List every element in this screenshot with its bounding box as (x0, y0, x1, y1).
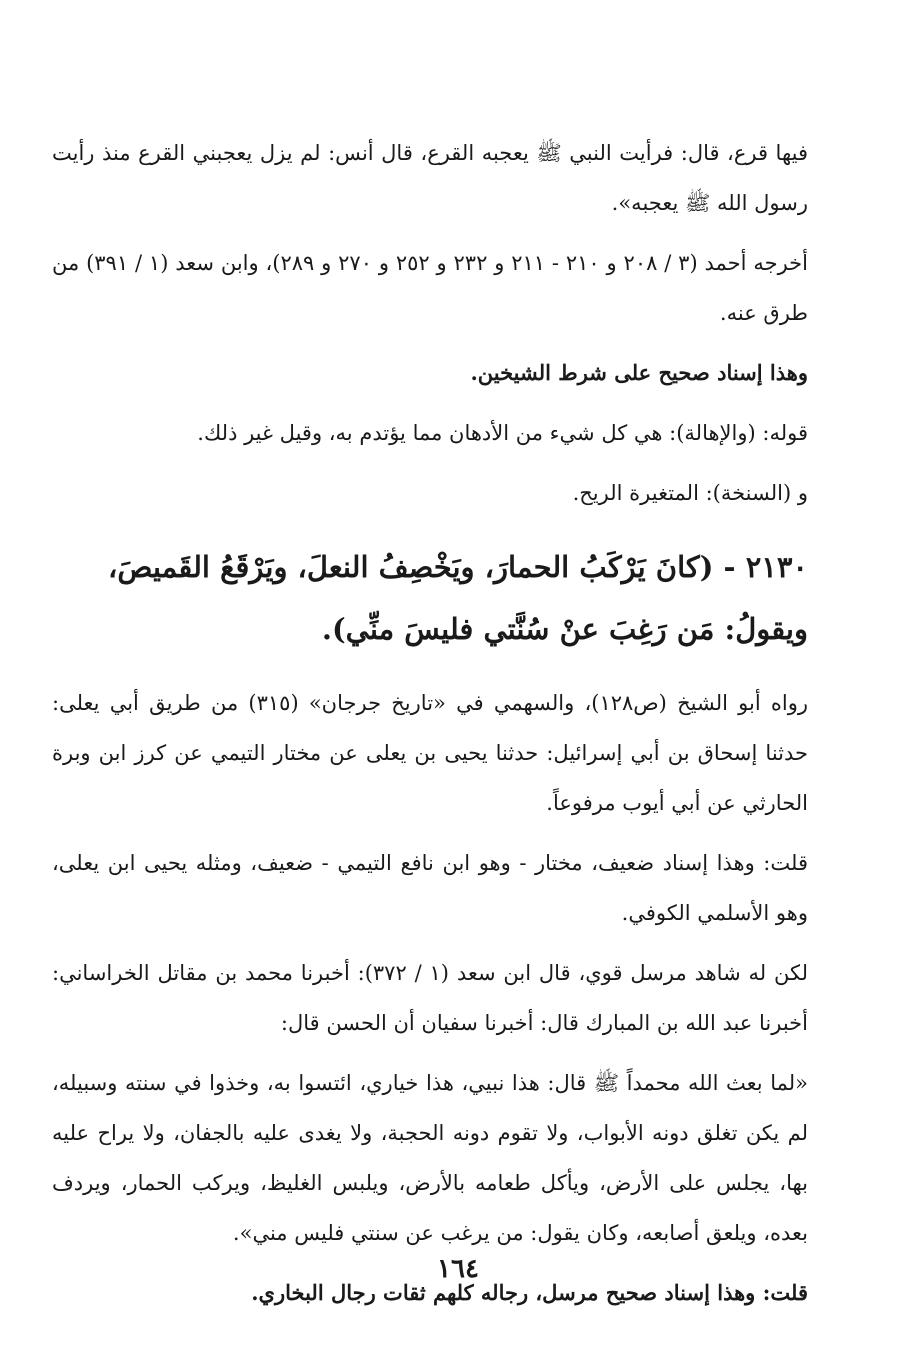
paragraph-quote-end: فيها قرع، قال: فرأيت النبي ﷺ يعجبه القرع، قال أنس: لم يزل يعجبني القرع منذ رأيت رسول الله ﷺ يعجبه». (52, 141, 808, 215)
paragraph-definition-sanikha: و (السنخة): المتغيرة الريح. (572, 481, 808, 505)
paragraph-conclusion: قلت: وهذا إسناد صحيح مرسل، رجاله كلهم ثقات رجال البخاري. (251, 1280, 808, 1305)
paragraph-witness: لكن له شاهد مرسل قوي، قال ابن سعد (١ / ٣٧٢): أخبرنا محمد بن مقاتل الخراساني: أخبرنا عبد الله بن المبارك قال: أخبرنا سفيان أن الحسن قال: (52, 961, 808, 1035)
paragraph-mursal-text: «لما بعث الله محمداً ﷺ قال: هذا نبيي، هذا خياري، ائتسوا به، وخذوا في سنته وسبيله، لم يكن تغلق دونه الأبواب، ولا تقوم دونه الحجبة، ولا يغدى عليه بالجفان، ولا يراح عليه بها، يجلس على الأرض، ويأكل طعامه بالأرض، ويلبس الغليظ، ويركب الحمار، ويردف بعده، ويلعق أصابعه، وكان يقول: من يرغب عن سنتي فليس مني». (52, 1071, 808, 1245)
paragraph-narration: رواه أبو الشيخ (ص١٢٨)، والسهمي في «تاريخ جرجان» (٣١٥) من طريق أبي يعلى: حدثنا إسحاق بن أبي إسرائيل: حدثنا يحيى بن يعلى عن مختار التيمي عن كرز ابن وبرة الحارثي عن أبي أيوب مرفوعاً. (52, 691, 808, 815)
paragraph-takhrij: أخرجه أحمد (٣ / ٢٠٨ و ٢١٠ - ٢١١ و ٢٣٢ و ٢٥٢ و ٢٧٠ و ٢٨٩)، وابن سعد (١ / ٣٩١) من طرق عنه. (52, 251, 808, 325)
page-number: ١٦٤ (437, 1254, 479, 1284)
paragraph-grading: وهذا إسناد صحيح على شرط الشيخين. (470, 360, 808, 385)
paragraph-weakness: قلت: وهذا إسناد ضعيف، مختار - وهو ابن نافع التيمي - ضعيف، ومثله يحيى ابن يعلى، وهو الأسلمي الكوفي. (52, 851, 808, 925)
hadith-heading: ٢١٣٠ - (كانَ يَرْكَبُ الحمارَ، ويَخْصِفُ النعلَ، ويَرْقَعُ القَميصَ، ويقولُ: مَن رَغِبَ عنْ سُنَّتي فليسَ منِّي). (108, 550, 808, 646)
paragraph-definition-ihala: قوله: (والإهالة): هي كل شيء من الأدهان مما يؤتدم به، وقيل غير ذلك. (197, 421, 808, 445)
